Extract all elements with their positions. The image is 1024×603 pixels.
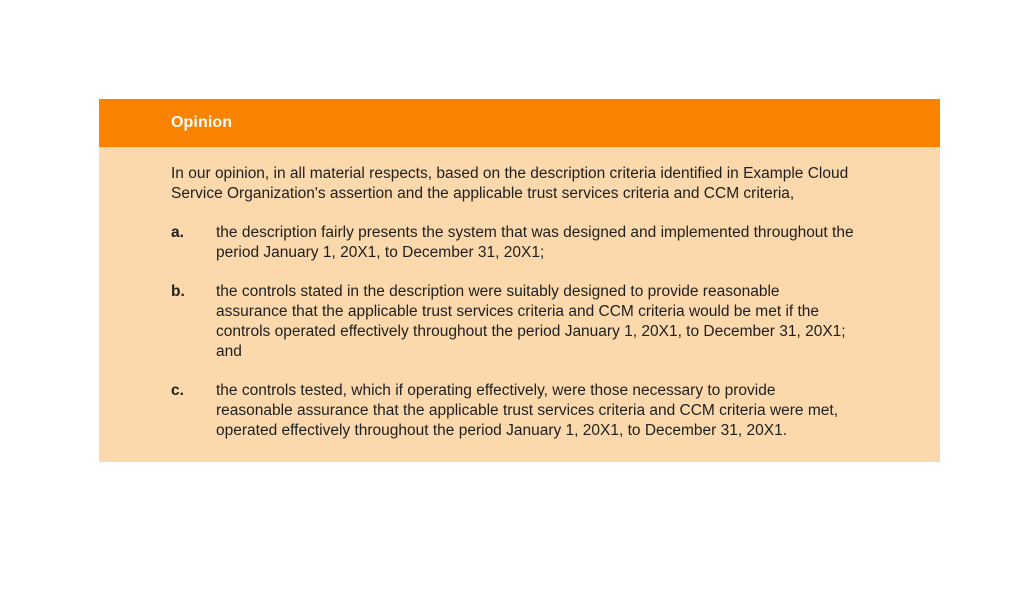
opinion-card-body	[99, 147, 940, 462]
section-title: Opinion	[171, 114, 233, 131]
opinion-item-a	[171, 223, 855, 263]
opinion-card-header	[99, 99, 940, 147]
opinion-card	[99, 99, 940, 501]
opinion-intro-paragraph: In our opinion, in all material respects, based on the description criteria identified in Example Cloud Service Organization's assertion and the applicable trust services criteria and CCM criteria,	[171, 165, 849, 202]
list-item-label: a.	[171, 224, 184, 241]
list-item-text: the controls stated in the description were suitably designed to provide reasonable assurance that the applicable trust services criteria and CCM criteria would be met if the controls operated effectively throughout the period January 1, 20X1, to December 31, 20X1; and	[216, 283, 846, 360]
list-item-label: b.	[171, 283, 185, 300]
list-item-text: the controls tested, which if operating effectively, were those necessary to provide reasonable assurance that the applicable trust services criteria and CCM criteria were met, operated effectively throughout the period January 1, 20X1, to December 31, 20X1.	[216, 382, 838, 439]
opinion-item-b	[171, 282, 855, 362]
list-item-text: the description fairly presents the system that was designed and implemented throughout the period January 1, 20X1, to December 31, 20X1;	[216, 224, 854, 261]
opinion-item-c	[171, 381, 855, 441]
list-item-label: c.	[171, 382, 184, 399]
